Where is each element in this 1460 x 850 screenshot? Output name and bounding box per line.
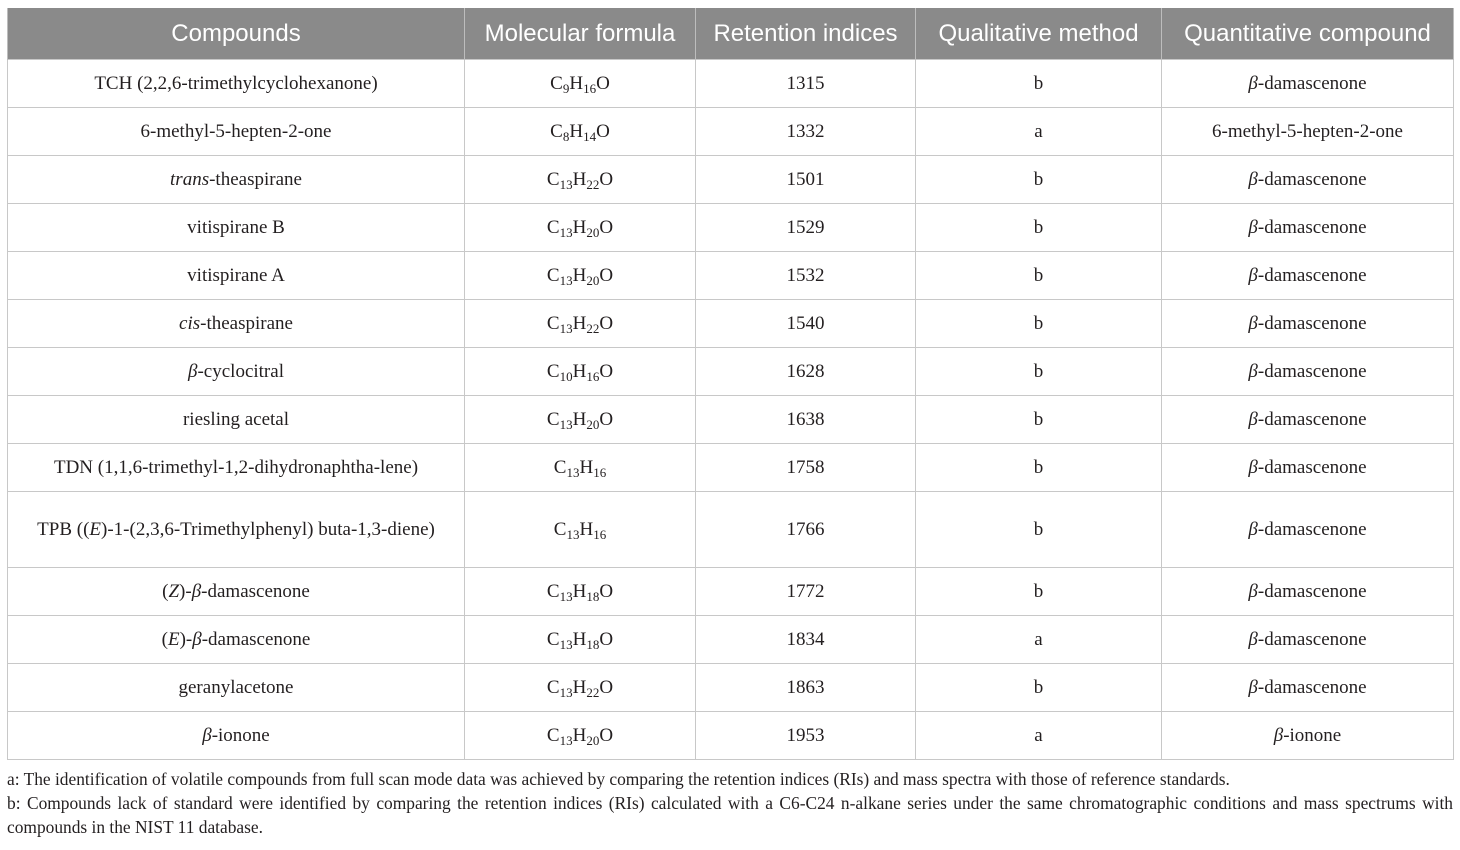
cell-compound: [8, 348, 465, 396]
cell-quantitative-compound: [1162, 108, 1454, 156]
compound-name: -ionone: [211, 724, 270, 746]
cell-molecular-formula: [465, 396, 696, 444]
cell-molecular-formula: [465, 60, 696, 108]
compound-italic: cis: [179, 312, 201, 334]
cell-molecular-formula: [465, 568, 696, 616]
formula-subscript: 22: [586, 320, 600, 336]
formula-subscript: 9: [562, 80, 570, 96]
formula-element: H: [569, 72, 584, 94]
footnote-a: a: The identification of volatile compounds from full scan mode data was achieved by comparing the retention indices (RIs) and mass spectra with those of reference standards.: [7, 769, 1230, 789]
formula-element: C: [546, 628, 560, 650]
formula-subscript: 13: [559, 272, 573, 288]
quant-name: -damascenone: [1257, 264, 1367, 286]
compound-italic: β: [202, 724, 212, 746]
quant-name: -damascenone: [1257, 168, 1367, 190]
cell-qualitative-method: a: [916, 108, 1162, 156]
column-header-quantitative-compound: Quantitative compound: [1162, 8, 1454, 60]
formula-subscript: 13: [559, 176, 573, 192]
quant-name: -ionone: [1283, 724, 1342, 746]
quant-name: -damascenone: [1257, 518, 1367, 540]
formula-subscript: 13: [559, 320, 573, 336]
table-row: [8, 348, 1454, 396]
compound-prefix: (: [161, 628, 168, 650]
cell-compound: [8, 492, 465, 568]
quant-italic: β: [1248, 676, 1258, 698]
compound-name-2: -damascenone: [201, 628, 311, 650]
cell-quantitative-compound: [1162, 252, 1454, 300]
cell-retention-index: 1332: [696, 108, 916, 156]
cell-quantitative-compound: [1162, 348, 1454, 396]
quant-name: -damascenone: [1257, 216, 1367, 238]
cell-compound: [8, 204, 465, 252]
formula-element: C: [553, 456, 567, 478]
table-row: [8, 568, 1454, 616]
quant-name: -damascenone: [1257, 676, 1367, 698]
formula-element: C: [550, 72, 563, 94]
formula-element: H: [572, 312, 587, 334]
compound-name: geranylacetone: [178, 676, 294, 698]
compound-italic: β: [188, 360, 198, 382]
formula-element: H: [572, 676, 587, 698]
formula-element: O: [599, 676, 614, 698]
cell-quantitative-compound: [1162, 204, 1454, 252]
cell-retention-index: 1863: [696, 664, 916, 712]
formula-element: O: [596, 72, 610, 94]
cell-qualitative-method: b: [916, 60, 1162, 108]
formula-element: H: [572, 580, 587, 602]
formula-element: H: [569, 120, 584, 142]
cell-compound: [8, 252, 465, 300]
cell-compound: [8, 568, 465, 616]
column-header-retention-indices: Retention indices: [696, 8, 916, 60]
table-row: [8, 156, 1454, 204]
quant-name: 6-methyl-5-hepten-2-one: [1212, 120, 1403, 142]
cell-molecular-formula: [465, 664, 696, 712]
formula-element: C: [553, 518, 567, 540]
cell-quantitative-compound: [1162, 568, 1454, 616]
cell-molecular-formula: [465, 492, 696, 568]
cell-qualitative-method: b: [916, 204, 1162, 252]
formula-subscript: 8: [562, 128, 570, 144]
quant-italic: β: [1248, 518, 1258, 540]
formula-element: H: [572, 724, 587, 746]
formula-subscript: 13: [559, 416, 573, 432]
cell-compound: [8, 444, 465, 492]
formula-element: C: [550, 120, 563, 142]
cell-retention-index: 1638: [696, 396, 916, 444]
cell-retention-index: 1501: [696, 156, 916, 204]
formula-subscript: 13: [566, 526, 580, 542]
formula-element: H: [579, 518, 594, 540]
formula-element: O: [599, 168, 614, 190]
formula-subscript: 13: [559, 224, 573, 240]
cell-molecular-formula: [465, 108, 696, 156]
formula-element: C: [546, 408, 560, 430]
column-header-compounds: Compounds: [8, 8, 465, 60]
cell-compound: [8, 712, 465, 760]
formula-element: C: [546, 724, 560, 746]
formula-subscript: 18: [586, 588, 600, 604]
cell-molecular-formula: [465, 348, 696, 396]
formula-element: O: [599, 360, 614, 382]
compound-name: vitispirane A: [187, 264, 285, 286]
cell-quantitative-compound: [1162, 492, 1454, 568]
cell-qualitative-method: b: [916, 492, 1162, 568]
formula-element: H: [572, 360, 587, 382]
cell-molecular-formula: [465, 444, 696, 492]
formula-element: O: [599, 580, 614, 602]
cell-retention-index: 1766: [696, 492, 916, 568]
formula-subscript: 16: [586, 368, 600, 384]
formula-subscript: 22: [586, 684, 600, 700]
table-row: [8, 60, 1454, 108]
cell-compound: [8, 616, 465, 664]
formula-element: C: [546, 360, 560, 382]
cell-retention-index: 1953: [696, 712, 916, 760]
formula-element: H: [572, 408, 587, 430]
quant-italic: β: [1248, 168, 1258, 190]
formula-subscript: 13: [559, 732, 573, 748]
formula-element: O: [599, 724, 614, 746]
quant-italic: β: [1248, 72, 1258, 94]
cell-molecular-formula: [465, 156, 696, 204]
cell-qualitative-method: b: [916, 568, 1162, 616]
formula-element: H: [572, 628, 587, 650]
cell-retention-index: 1834: [696, 616, 916, 664]
compound-name: -theaspirane: [209, 168, 302, 190]
table-row: [8, 300, 1454, 348]
cell-qualitative-method: b: [916, 396, 1162, 444]
cell-molecular-formula: [465, 712, 696, 760]
formula-subscript: 14: [583, 128, 597, 144]
table-footnotes: [7, 767, 1453, 839]
cell-molecular-formula: [465, 252, 696, 300]
cell-retention-index: 1772: [696, 568, 916, 616]
quant-italic: β: [1248, 216, 1258, 238]
quant-name: -damascenone: [1257, 360, 1367, 382]
quant-name: -damascenone: [1257, 312, 1367, 334]
cell-molecular-formula: [465, 204, 696, 252]
quant-name: -damascenone: [1257, 580, 1367, 602]
compound-italic-2: β: [192, 628, 202, 650]
cell-quantitative-compound: [1162, 396, 1454, 444]
cell-qualitative-method: b: [916, 300, 1162, 348]
formula-element: H: [572, 216, 587, 238]
cell-retention-index: 1529: [696, 204, 916, 252]
compound-name: TDN (1,1,6-trimethyl-1,2-dihydronaphtha-lene): [53, 456, 419, 478]
compound-name: )-: [179, 580, 192, 602]
table-row: [8, 444, 1454, 492]
cell-molecular-formula: [465, 616, 696, 664]
compound-name: -theaspirane: [200, 312, 293, 334]
cell-compound: [8, 396, 465, 444]
cell-compound: [8, 156, 465, 204]
quant-italic: β: [1248, 580, 1258, 602]
compound-prefix: TPB ((: [37, 518, 90, 540]
cell-qualitative-method: b: [916, 444, 1162, 492]
cell-quantitative-compound: [1162, 664, 1454, 712]
table-body: [8, 60, 1454, 760]
cell-quantitative-compound: [1162, 444, 1454, 492]
compound-name: )-: [179, 628, 193, 650]
table-header-row: [8, 8, 1454, 60]
formula-element: H: [579, 456, 594, 478]
formula-subscript: 20: [586, 732, 600, 748]
table-row: [8, 396, 1454, 444]
formula-subscript: 22: [586, 176, 600, 192]
compound-name: riesling acetal: [182, 408, 290, 430]
formula-element: O: [599, 216, 614, 238]
cell-retention-index: 1758: [696, 444, 916, 492]
quant-name: -damascenone: [1257, 456, 1367, 478]
compound-italic: Z: [168, 580, 180, 602]
cell-qualitative-method: b: [916, 664, 1162, 712]
compound-italic: trans: [170, 168, 210, 190]
cell-qualitative-method: b: [916, 156, 1162, 204]
table-row: [8, 252, 1454, 300]
formula-element: O: [596, 120, 610, 142]
compound-name: -cyclocitral: [197, 360, 284, 382]
cell-retention-index: 1540: [696, 300, 916, 348]
formula-element: C: [546, 216, 560, 238]
formula-subscript: 10: [559, 368, 573, 384]
column-header-molecular-formula: Molecular formula: [465, 8, 696, 60]
quant-italic: β: [1273, 724, 1284, 746]
formula-subscript: 16: [593, 464, 607, 480]
quant-italic: β: [1248, 264, 1258, 286]
formula-element: H: [572, 168, 587, 190]
column-header-qualitative-method: Qualitative method: [916, 8, 1162, 60]
compound-name: vitispirane B: [187, 216, 285, 238]
compounds-table: [7, 8, 1454, 760]
cell-quantitative-compound: [1162, 616, 1454, 664]
quant-italic: β: [1248, 628, 1258, 650]
compound-name-2: -damascenone: [201, 580, 310, 602]
cell-molecular-formula: [465, 300, 696, 348]
cell-compound: [8, 60, 465, 108]
quant-name: -damascenone: [1257, 72, 1367, 94]
formula-element: O: [599, 264, 614, 286]
cell-retention-index: 1628: [696, 348, 916, 396]
footnote-b: b: Compounds lack of standard were identified by comparing the retention indices (RIs) calculated with a C6-C24 n-alkane series under the same chromatographic conditions and mass spectrums with compounds in the NIST 11 database.: [7, 793, 1453, 837]
table-row: [8, 492, 1454, 568]
formula-subscript: 20: [586, 224, 600, 240]
quant-italic: β: [1248, 408, 1258, 430]
cell-compound: [8, 664, 465, 712]
table-container: [7, 8, 1453, 839]
quant-italic: β: [1248, 456, 1258, 478]
cell-retention-index: 1532: [696, 252, 916, 300]
formula-element: C: [546, 168, 560, 190]
formula-subscript: 18: [586, 636, 600, 652]
cell-qualitative-method: b: [916, 348, 1162, 396]
formula-element: O: [599, 628, 614, 650]
compound-name: 6-methyl-5-hepten-2-one: [140, 120, 332, 142]
cell-quantitative-compound: [1162, 300, 1454, 348]
formula-element: C: [546, 676, 560, 698]
formula-subscript: 20: [586, 416, 600, 432]
compound-italic-2: β: [191, 580, 202, 602]
quant-name: -damascenone: [1257, 628, 1367, 650]
cell-retention-index: 1315: [696, 60, 916, 108]
formula-subscript: 16: [583, 80, 597, 96]
quant-italic: β: [1248, 312, 1258, 334]
compound-italic: E: [167, 628, 180, 650]
cell-quantitative-compound: [1162, 60, 1454, 108]
table-row: [8, 664, 1454, 712]
quant-name: -damascenone: [1257, 408, 1367, 430]
formula-subscript: 13: [559, 588, 573, 604]
cell-quantitative-compound: [1162, 712, 1454, 760]
formula-element: O: [599, 312, 614, 334]
formula-subscript: 13: [559, 636, 573, 652]
table-row: [8, 204, 1454, 252]
table-row: [8, 616, 1454, 664]
cell-quantitative-compound: [1162, 156, 1454, 204]
formula-element: C: [546, 312, 560, 334]
cell-compound: [8, 108, 465, 156]
compound-italic: E: [89, 518, 102, 540]
formula-element: C: [546, 580, 560, 602]
quant-italic: β: [1248, 360, 1258, 382]
cell-qualitative-method: a: [916, 616, 1162, 664]
formula-element: C: [546, 264, 560, 286]
cell-qualitative-method: b: [916, 252, 1162, 300]
cell-qualitative-method: a: [916, 712, 1162, 760]
compound-name: )-1-(2,3,6-Trimethylphenyl) buta-1,3-diene): [101, 518, 435, 540]
formula-element: H: [572, 264, 587, 286]
cell-compound: [8, 300, 465, 348]
compound-name: TCH (2,2,6-trimethylcyclohexanone): [94, 72, 378, 94]
table-row: [8, 108, 1454, 156]
compound-prefix: (: [162, 580, 169, 602]
table-row: [8, 712, 1454, 760]
formula-subscript: 20: [586, 272, 600, 288]
formula-subscript: 13: [559, 684, 573, 700]
formula-subscript: 16: [593, 526, 607, 542]
formula-subscript: 13: [566, 464, 580, 480]
formula-element: O: [599, 408, 614, 430]
